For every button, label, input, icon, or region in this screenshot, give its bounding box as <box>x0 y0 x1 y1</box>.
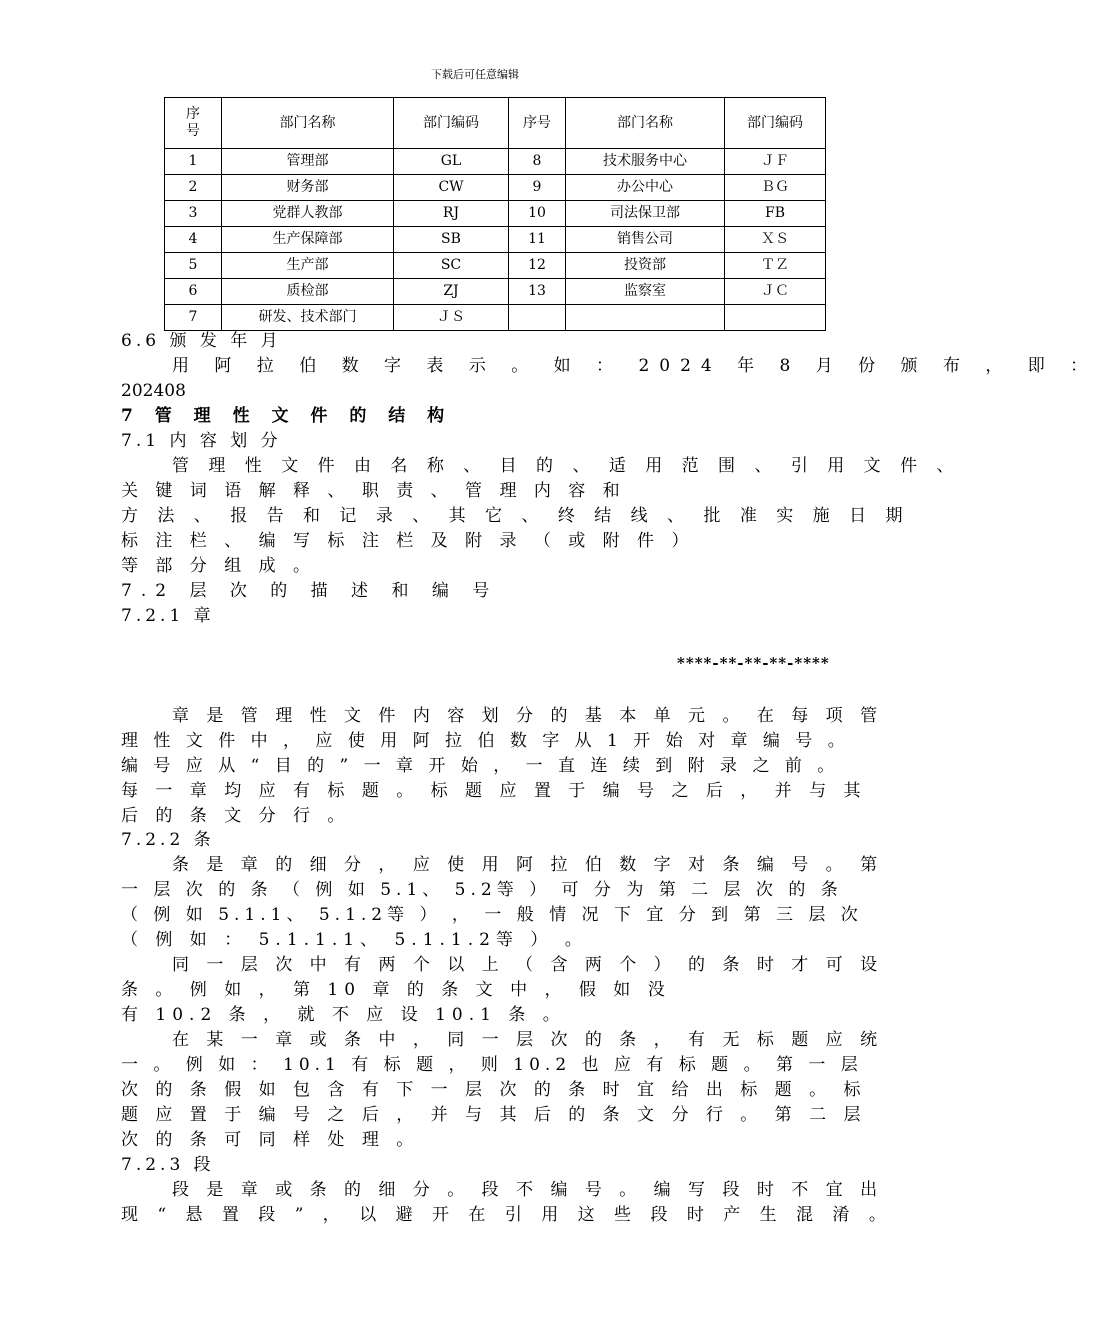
table-cell: 销售公司 <box>566 227 725 253</box>
header-dept-name: 部门名称 <box>222 98 394 149</box>
table-cell: 4 <box>165 227 222 253</box>
table-cell: GL <box>394 149 509 175</box>
separator-stars: ****-**-**-**-**** <box>677 654 830 672</box>
section-heading-7-2-1: 7.2.1 章 <box>121 606 215 626</box>
table-cell: 管理部 <box>222 149 394 175</box>
table-cell: ＢＧ <box>725 175 826 201</box>
table-cell: 3 <box>165 201 222 227</box>
body-line: （ 例 如 ： 5.1.1.1、 5.1.1.2等 ） 。 <box>121 930 588 950</box>
table-cell: 13 <box>509 279 566 305</box>
body-line: 每 一 章 均 应 有 标 题 。 标 题 应 置 于 编 号 之 后 ， 并 与 其 <box>121 781 867 801</box>
body-line: 在 某 一 章 或 条 中 ， 同 一 层 次 的 条 ， 有 无 标 题 应 统 <box>172 1030 884 1050</box>
body-line: 方 法 、 报 告 和 记 录 、 其 它 、 终 结 线 、 批 准 实 施 日 期 <box>121 506 910 526</box>
table-cell: 8 <box>509 149 566 175</box>
table-row <box>165 149 826 175</box>
table-cell: ＪＣ <box>725 279 826 305</box>
table-cell <box>725 305 826 331</box>
table-header-row <box>165 98 826 149</box>
table-cell: 12 <box>509 253 566 279</box>
table-row <box>165 201 826 227</box>
table-cell: 2 <box>165 175 222 201</box>
table-row <box>165 175 826 201</box>
header-dept-code: 部门编码 <box>725 98 826 149</box>
section-heading-7-2-2: 7.2.2 条 <box>121 830 215 850</box>
body-line: 理 性 文 件 中 ， 应 使 用 阿 拉 伯 数 字 从 1 开 始 对 章 编 号 。 <box>121 731 850 751</box>
body-line: 有 10.2 条 ， 就 不 应 设 10.1 条 。 <box>121 1005 566 1025</box>
table-cell: 生产保障部 <box>222 227 394 253</box>
body-line: 一 。 例 如 ： 10.1 有 标 题 ， 则 10.2 也 应 有 标 题 。 第 一 层 <box>121 1055 863 1075</box>
table-cell: 质检部 <box>222 279 394 305</box>
body-line: 章 是 管 理 性 文 件 内 容 划 分 的 基 本 单 元 。 在 每 项 管 <box>172 706 884 726</box>
body-line: 现 “ 悬 置 段 ” ， 以 避 开 在 引 用 这 些 段 时 产 生 混 淆 。 <box>121 1205 893 1225</box>
table-cell: ＪＳ <box>394 305 509 331</box>
table-cell: RJ <box>394 201 509 227</box>
table-cell: 办公中心 <box>566 175 725 201</box>
table-cell: 7 <box>165 305 222 331</box>
section-heading-7-1: 7.1 内 容 划 分 <box>121 431 282 451</box>
table-cell: 11 <box>509 227 566 253</box>
table-cell: 研发、技术部门 <box>222 305 394 331</box>
table-row <box>165 305 826 331</box>
body-line: 后 的 条 文 分 行 。 <box>121 806 351 826</box>
body-line: 段 是 章 或 条 的 细 分 。 段 不 编 号 。 编 写 段 时 不 宜 出 <box>172 1180 884 1200</box>
table-cell: 1 <box>165 149 222 175</box>
section-heading-7: 7 管 理 性 文 件 的 结 构 <box>121 406 453 426</box>
header-note: 下载后可任意编辑 <box>431 68 519 81</box>
table-cell: 司法保卫部 <box>566 201 725 227</box>
table-cell: 监察室 <box>566 279 725 305</box>
header-seq: 序号 <box>165 98 222 149</box>
table-cell: 技术服务中心 <box>566 149 725 175</box>
section-heading-7-2: 7.2 层 次 的 描 述 和 编 号 <box>121 581 499 601</box>
body-line: 条 是 章 的 细 分 ， 应 使 用 阿 拉 伯 数 字 对 条 编 号 。 第 <box>172 855 884 875</box>
table-cell: 财务部 <box>222 175 394 201</box>
body-line: 202408 <box>121 381 186 401</box>
table-cell: SC <box>394 253 509 279</box>
department-code-table <box>164 97 826 331</box>
body-line: 标 注 栏 、 编 写 标 注 栏 及 附 录 （ 或 附 件 ） <box>121 531 695 551</box>
section-heading-7-2-3: 7.2.3 段 <box>121 1155 215 1175</box>
table-cell: CW <box>394 175 509 201</box>
header-dept-code: 部门编码 <box>394 98 509 149</box>
table-cell: ZJ <box>394 279 509 305</box>
body-line: 次 的 条 可 同 样 处 理 。 <box>121 1130 420 1150</box>
body-line: （ 例 如 5.1.1、 5.1.2等 ） ， 一 般 情 况 下 宜 分 到 第 三 层 次 <box>121 905 863 925</box>
header-dept-name: 部门名称 <box>566 98 725 149</box>
body-line: 编 号 应 从 “ 目 的 ” 一 章 开 始 ， 一 直 连 续 到 附 录 之 前 。 <box>121 756 840 776</box>
body-line: 用 阿 拉 伯 数 字 表 示 。 如 ： 2024 年 8 月 份 颁 布 ， 即 ： <box>172 356 1097 376</box>
table-cell: ＸＳ <box>725 227 826 253</box>
table-cell: 9 <box>509 175 566 201</box>
body-line: 等 部 分 组 成 。 <box>121 556 317 576</box>
table-cell: 投资部 <box>566 253 725 279</box>
table-cell: 党群人教部 <box>222 201 394 227</box>
table-cell: 10 <box>509 201 566 227</box>
body-line: 题 应 置 于 编 号 之 后 ， 并 与 其 后 的 条 文 分 行 。 第 二 层 <box>121 1105 867 1125</box>
body-line: 关 键 词 语 解 释 、 职 责 、 管 理 内 容 和 <box>121 481 626 501</box>
table-row <box>165 279 826 305</box>
header-seq: 序号 <box>509 98 566 149</box>
body-line: 同 一 层 次 中 有 两 个 以 上 （ 含 两 个 ） 的 条 时 才 可 设 <box>172 955 884 975</box>
table-cell <box>509 305 566 331</box>
table-row <box>165 227 826 253</box>
table-cell: 6 <box>165 279 222 305</box>
table-row <box>165 253 826 279</box>
table-cell: SB <box>394 227 509 253</box>
table-cell: FB <box>725 201 826 227</box>
section-heading-6-6: 6.6 颁 发 年 月 <box>121 331 282 351</box>
body-line: 一 层 次 的 条 （ 例 如 5.1、 5.2等 ） 可 分 为 第 二 层 次 的 条 <box>121 880 843 900</box>
table-cell: 生产部 <box>222 253 394 279</box>
body-line: 次 的 条 假 如 包 含 有 下 一 层 次 的 条 时 宜 给 出 标 题 。 标 <box>121 1080 867 1100</box>
table-cell: ＴＺ <box>725 253 826 279</box>
body-line: 条 。 例 如 ， 第 10 章 的 条 文 中 ， 假 如 没 <box>121 980 671 1000</box>
table-cell: 5 <box>165 253 222 279</box>
table-cell <box>566 305 725 331</box>
body-line: 管 理 性 文 件 由 名 称 、 目 的 、 适 用 范 围 、 引 用 文 件 、 <box>172 456 961 476</box>
table-cell: ＪＦ <box>725 149 826 175</box>
